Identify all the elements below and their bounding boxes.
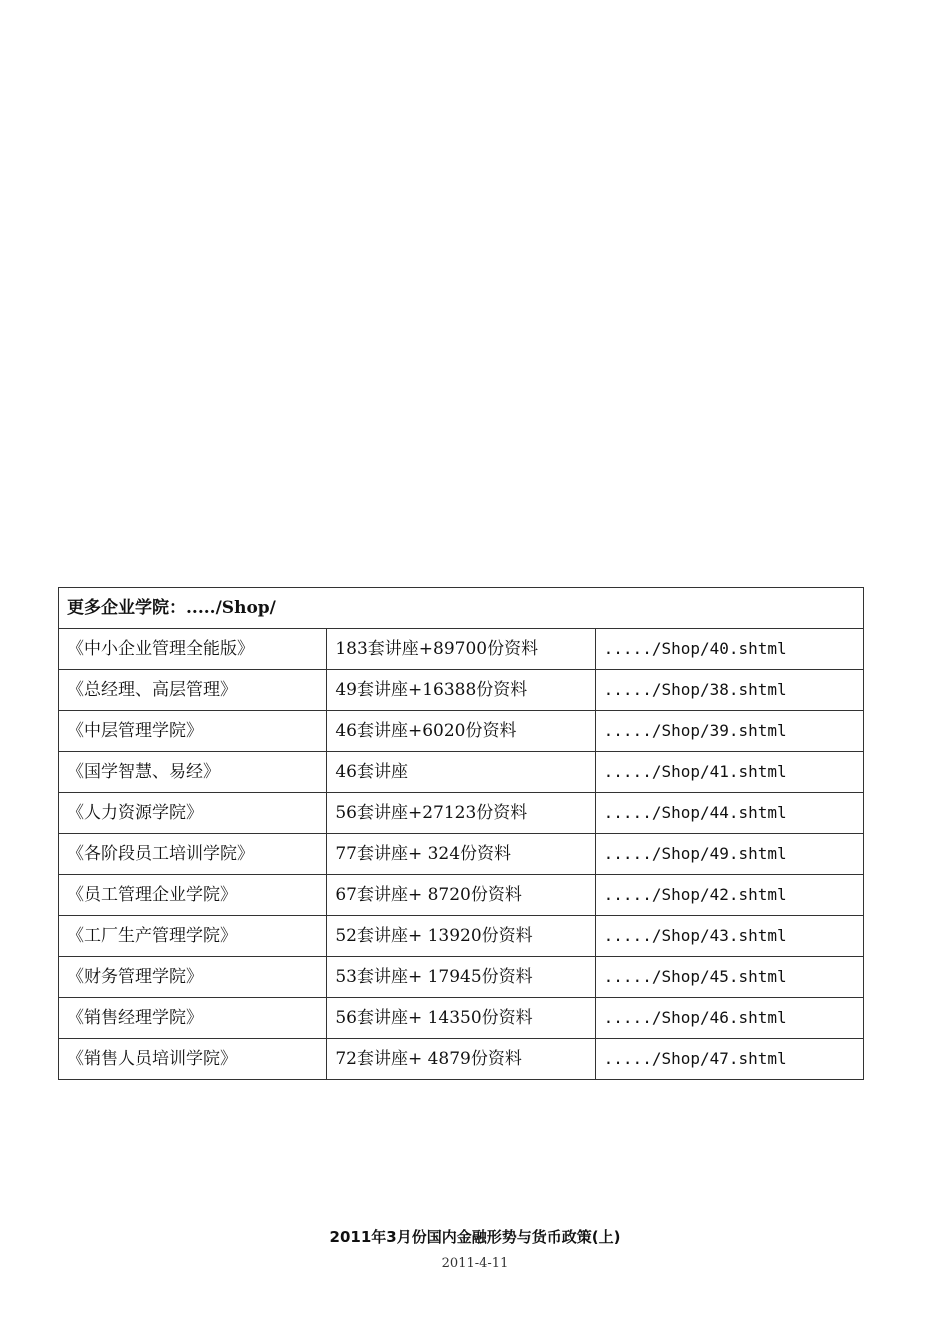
course-name-cell: 《工厂生产管理学院》 [59, 916, 327, 957]
course-link-cell[interactable]: ...../Shop/41.shtml [595, 752, 863, 793]
table-row [59, 1039, 864, 1080]
table-row [59, 998, 864, 1039]
course-desc-cell: 46套讲座 [327, 752, 595, 793]
course-name-cell: 《财务管理学院》 [59, 957, 327, 998]
course-desc-cell: 49套讲座+16388份资料 [327, 670, 595, 711]
course-link-cell[interactable]: ...../Shop/43.shtml [595, 916, 863, 957]
table-row [59, 875, 864, 916]
course-name-cell: 《员工管理企业学院》 [59, 875, 327, 916]
table-row [59, 957, 864, 998]
course-name-cell: 《人力资源学院》 [59, 793, 327, 834]
course-desc-cell: 77套讲座+ 324份资料 [327, 834, 595, 875]
course-link-cell[interactable]: ...../Shop/45.shtml [595, 957, 863, 998]
course-name-cell: 《销售经理学院》 [59, 998, 327, 1039]
course-link-cell[interactable]: ...../Shop/46.shtml [595, 998, 863, 1039]
course-link-cell[interactable]: ...../Shop/44.shtml [595, 793, 863, 834]
course-link-cell[interactable]: ...../Shop/49.shtml [595, 834, 863, 875]
table-row [59, 670, 864, 711]
course-link-cell[interactable]: ...../Shop/47.shtml [595, 1039, 863, 1080]
course-name-cell: 《中层管理学院》 [59, 711, 327, 752]
table-row [59, 793, 864, 834]
course-name-cell: 《各阶段员工培训学院》 [59, 834, 327, 875]
course-desc-cell: 52套讲座+ 13920份资料 [327, 916, 595, 957]
table-header-row [59, 588, 864, 629]
course-name-cell: 《国学智慧、易经》 [59, 752, 327, 793]
course-link-cell[interactable]: ...../Shop/40.shtml [595, 629, 863, 670]
academy-table [58, 587, 864, 1080]
course-name-cell: 《销售人员培训学院》 [59, 1039, 327, 1080]
course-desc-cell: 53套讲座+ 17945份资料 [327, 957, 595, 998]
course-link-cell[interactable]: ...../Shop/42.shtml [595, 875, 863, 916]
table-row [59, 711, 864, 752]
course-desc-cell: 56套讲座+ 14350份资料 [327, 998, 595, 1039]
table-row [59, 916, 864, 957]
document-date: 2011-4-11 [441, 1256, 509, 1271]
course-desc-cell: 72套讲座+ 4879份资料 [327, 1039, 595, 1080]
course-desc-cell: 56套讲座+27123份资料 [327, 793, 595, 834]
document-title: 2011年3月份国内金融形势与货币政策(上) [329, 1228, 621, 1246]
table-row [59, 629, 864, 670]
table-header-cell: 更多企业学院：...../Shop/ [59, 588, 864, 629]
course-desc-cell: 67套讲座+ 8720份资料 [327, 875, 595, 916]
course-link-cell[interactable]: ...../Shop/39.shtml [595, 711, 863, 752]
course-link-cell[interactable]: ...../Shop/38.shtml [595, 670, 863, 711]
course-desc-cell: 46套讲座+6020份资料 [327, 711, 595, 752]
course-name-cell: 《中小企业管理全能版》 [59, 629, 327, 670]
table-row [59, 752, 864, 793]
table-row [59, 834, 864, 875]
course-desc-cell: 183套讲座+89700份资料 [327, 629, 595, 670]
course-name-cell: 《总经理、高层管理》 [59, 670, 327, 711]
